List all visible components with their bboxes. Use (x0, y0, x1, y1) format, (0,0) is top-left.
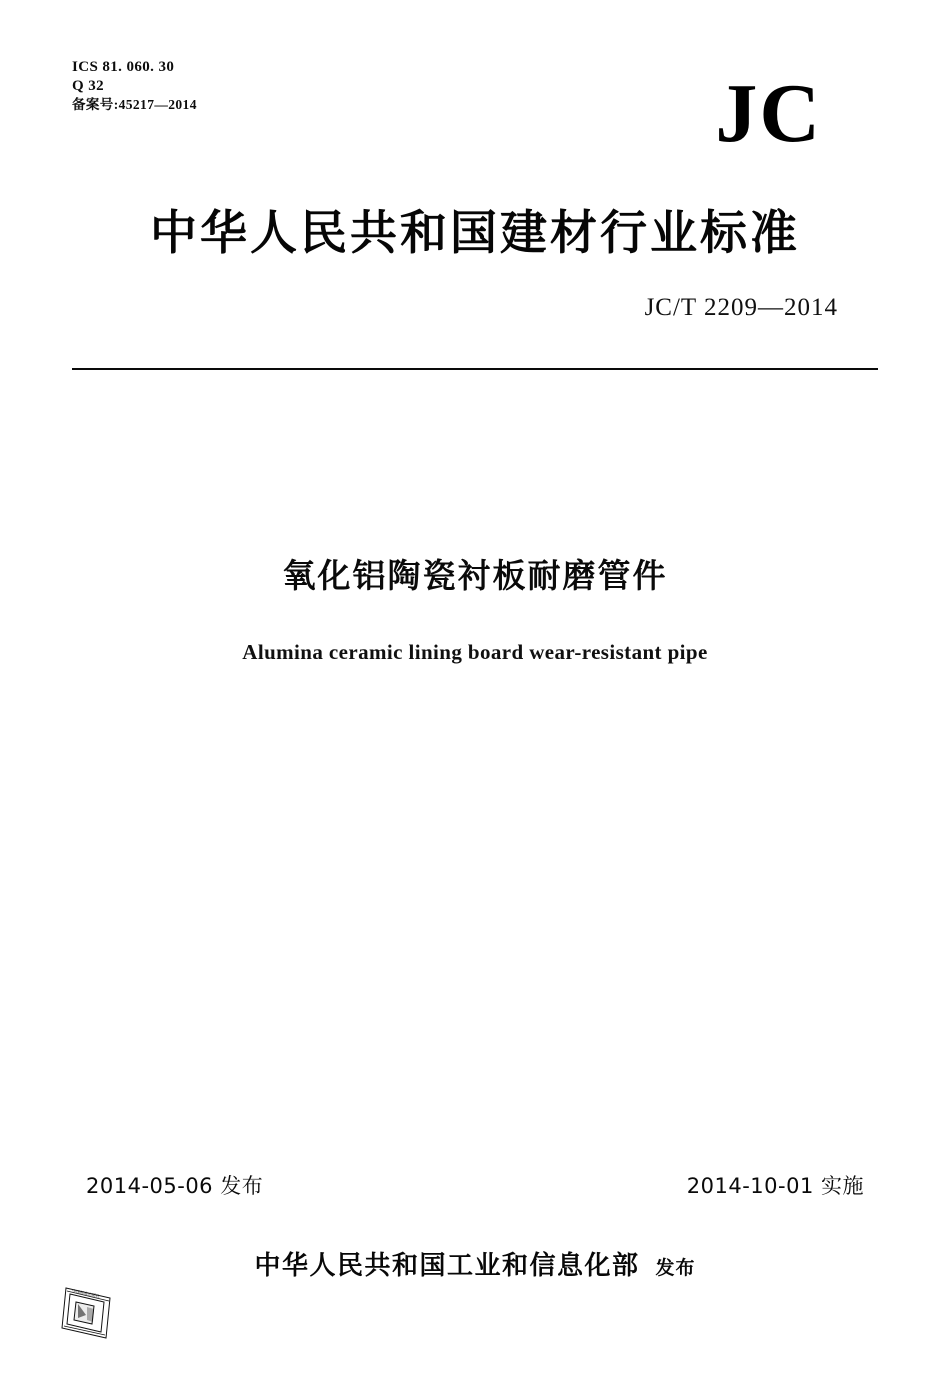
publisher-verb: 发布 (655, 1257, 696, 1279)
classification-code: Q 32 (72, 78, 105, 95)
publisher-name: 中华人民共和国工业和信息化部 (254, 1251, 640, 1281)
document-title-english: Alumina ceramic lining board wear-resistant pipe (242, 640, 708, 664)
record-number: 备案号:45217—2014 (72, 97, 197, 113)
header-divider (72, 368, 878, 370)
standard-series-title: 中华人民共和国建材行业标准 (150, 206, 800, 261)
issue-date: 2014-05-06 发布 (86, 1174, 264, 1198)
publisher-line (0, 1245, 950, 1282)
effective-date: 2014-10-01 实施 (686, 1174, 864, 1198)
document-title-chinese: 氧化铝陶瓷衬板耐磨管件 (282, 556, 668, 595)
ics-code: ICS 81. 060. 30 (72, 59, 175, 75)
ics-block (72, 58, 197, 114)
national-emblem-icon (56, 1282, 118, 1346)
svg-text:中国标准出版社: 中国标准出版社 (71, 1288, 101, 1299)
jc-logo: JC (715, 67, 822, 160)
standard-number: JC/T 2209—2014 (644, 294, 838, 321)
